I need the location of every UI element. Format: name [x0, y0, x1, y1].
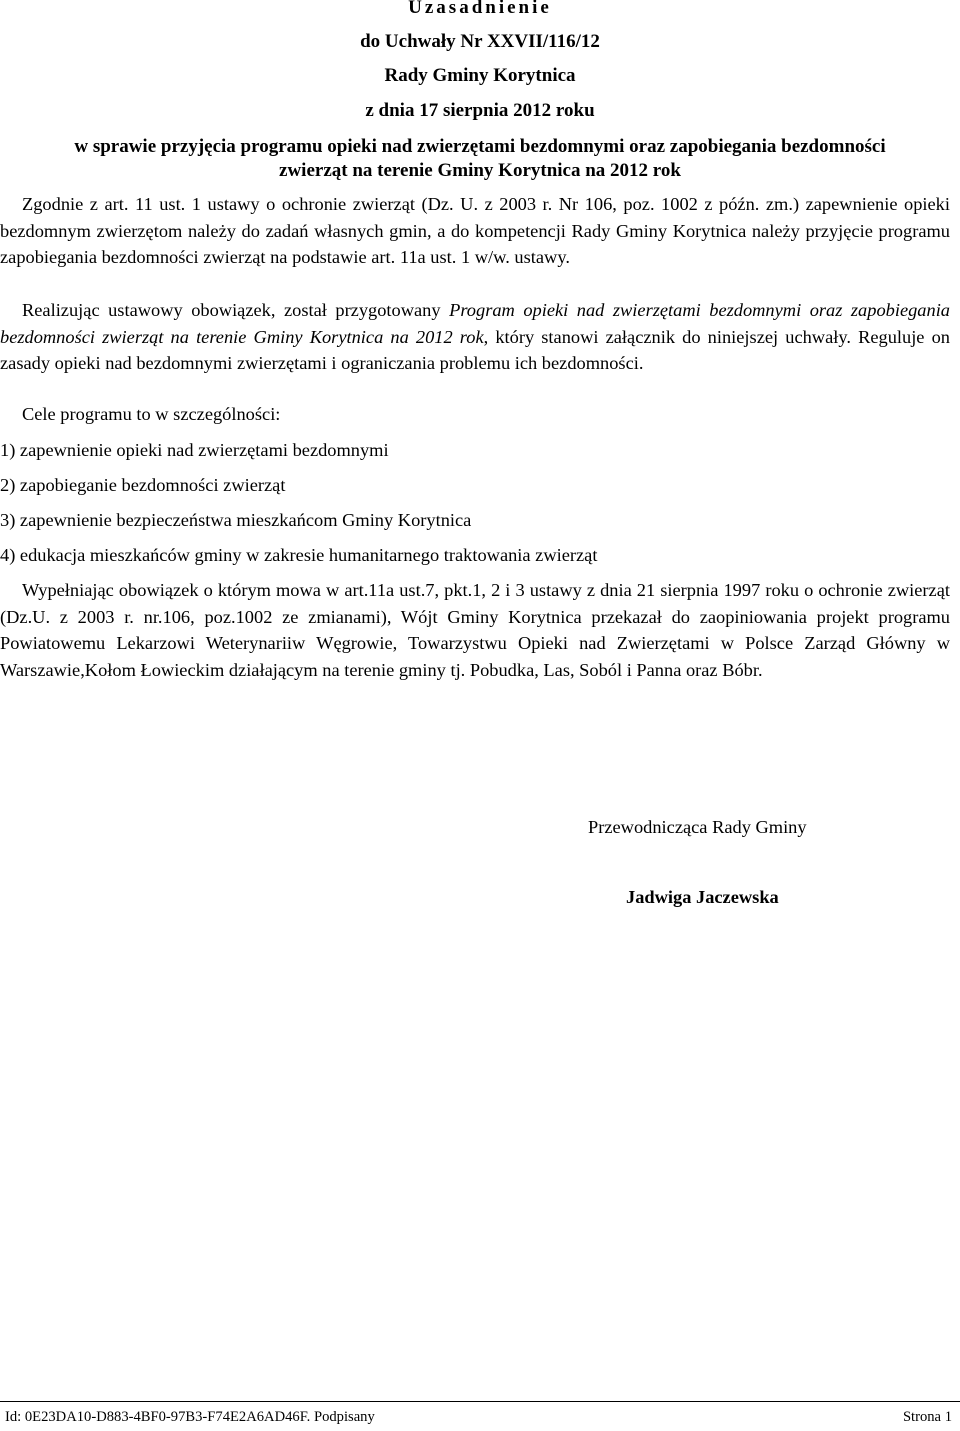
- subject-line-2: zwierząt na terenie Gminy Korytnica na 2012 rok: [279, 160, 681, 181]
- document-title: Uzasadnienie: [408, 0, 552, 18]
- signature-role: Przewodnicząca Rady Gminy: [588, 817, 807, 837]
- paragraph-program-text-end: , który stanowi załącznik do niniejszej uchwały. Reguluje on zasady opieki nad bezdomnymi zwierzętami i ograniczania problemu ich bezdomności.: [0, 326, 950, 373]
- paragraph-legal-basis-text: Zgodnie z art. 11 ust. 1 ustawy o ochronie zwierząt (Dz. U. z 2003 r. Nr 106, poz. 1002 z późn. zm.) zapewnienie opieki bezdomnym zwierzętom należy do zadań własnych gmin, a do kompetencji Rady Gminy Korytnica należy przyjęcie programu zapobiegania bezdomności zwierząt na podstawie art. 11a ust. 1 w/w. ustawy.: [0, 194, 950, 267]
- goal-item: 3) zapewnienie bezpieczeństwa mieszkańcom Gminy Korytnica: [0, 510, 472, 530]
- paragraph-consultation: [0, 577, 950, 683]
- resolution-number: do Uchwały Nr XXVII/116/12: [360, 31, 600, 52]
- council-name: Rady Gminy Korytnica: [384, 65, 576, 86]
- paragraph-consultation-text: Wypełniając obowiązek o którym mowa w art.11a ust.7, pkt.1, 2 i 3 ustawy z dnia 21 sierpnia 1997 roku o ochronie zwierząt (Dz.U. z 2003 r. nr.106, poz.1002 ze zmianami), Wójt Gminy Korytnica przekazał do zaopiniowania projekt programu Powiatowemu Lekarzowi Weterynariiw Węgrowie, Towarzystwu Opieki nad Zwierzętami w Polsce Zarząd Główny w Warszawie,Kołom Łowieckim działającym na terenie gminy tj. Pobudka, Las, Soból i Panna oraz Bóbr.: [0, 580, 950, 680]
- subject-line-1: w sprawie przyjęcia programu opieki nad zwierzętami bezdomnymi oraz zapobiegania bezdomności: [74, 136, 886, 157]
- page-number: Strona 1: [902, 1409, 952, 1425]
- document-id: Id: 0E23DA10-D883-4BF0-97B3-F74E2A6AD46F. Podpisany: [5, 1409, 375, 1425]
- resolution-date: z dnia 17 sierpnia 2012 roku: [365, 100, 595, 121]
- paragraph-program-text-start: Realizując ustawowy obowiązek, został przygotowany: [22, 300, 450, 320]
- signature-name: Jadwiga Jaczewska: [626, 887, 779, 907]
- program-title-italic: Program opieki nad zwierzętami bezdomnymi oraz zapobiegania bezdomności zwierząt na terenie Gminy Korytnica na 2012 rok: [0, 300, 951, 347]
- paragraph-program: [0, 297, 950, 377]
- paragraph-legal-basis: [0, 191, 950, 271]
- goal-item: 4) edukacja mieszkańców gminy w zakresie humanitarnego traktowania zwierząt: [0, 545, 598, 565]
- footer-divider: [0, 1401, 960, 1402]
- goal-item: 2) zapobieganie bezdomności zwierząt: [0, 475, 286, 495]
- goals-intro-text: Cele programu to w szczególności:: [22, 404, 281, 424]
- goals-intro: [0, 401, 950, 427]
- goal-item: 1) zapewnienie opieki nad zwierzętami bezdomnymi: [0, 440, 389, 460]
